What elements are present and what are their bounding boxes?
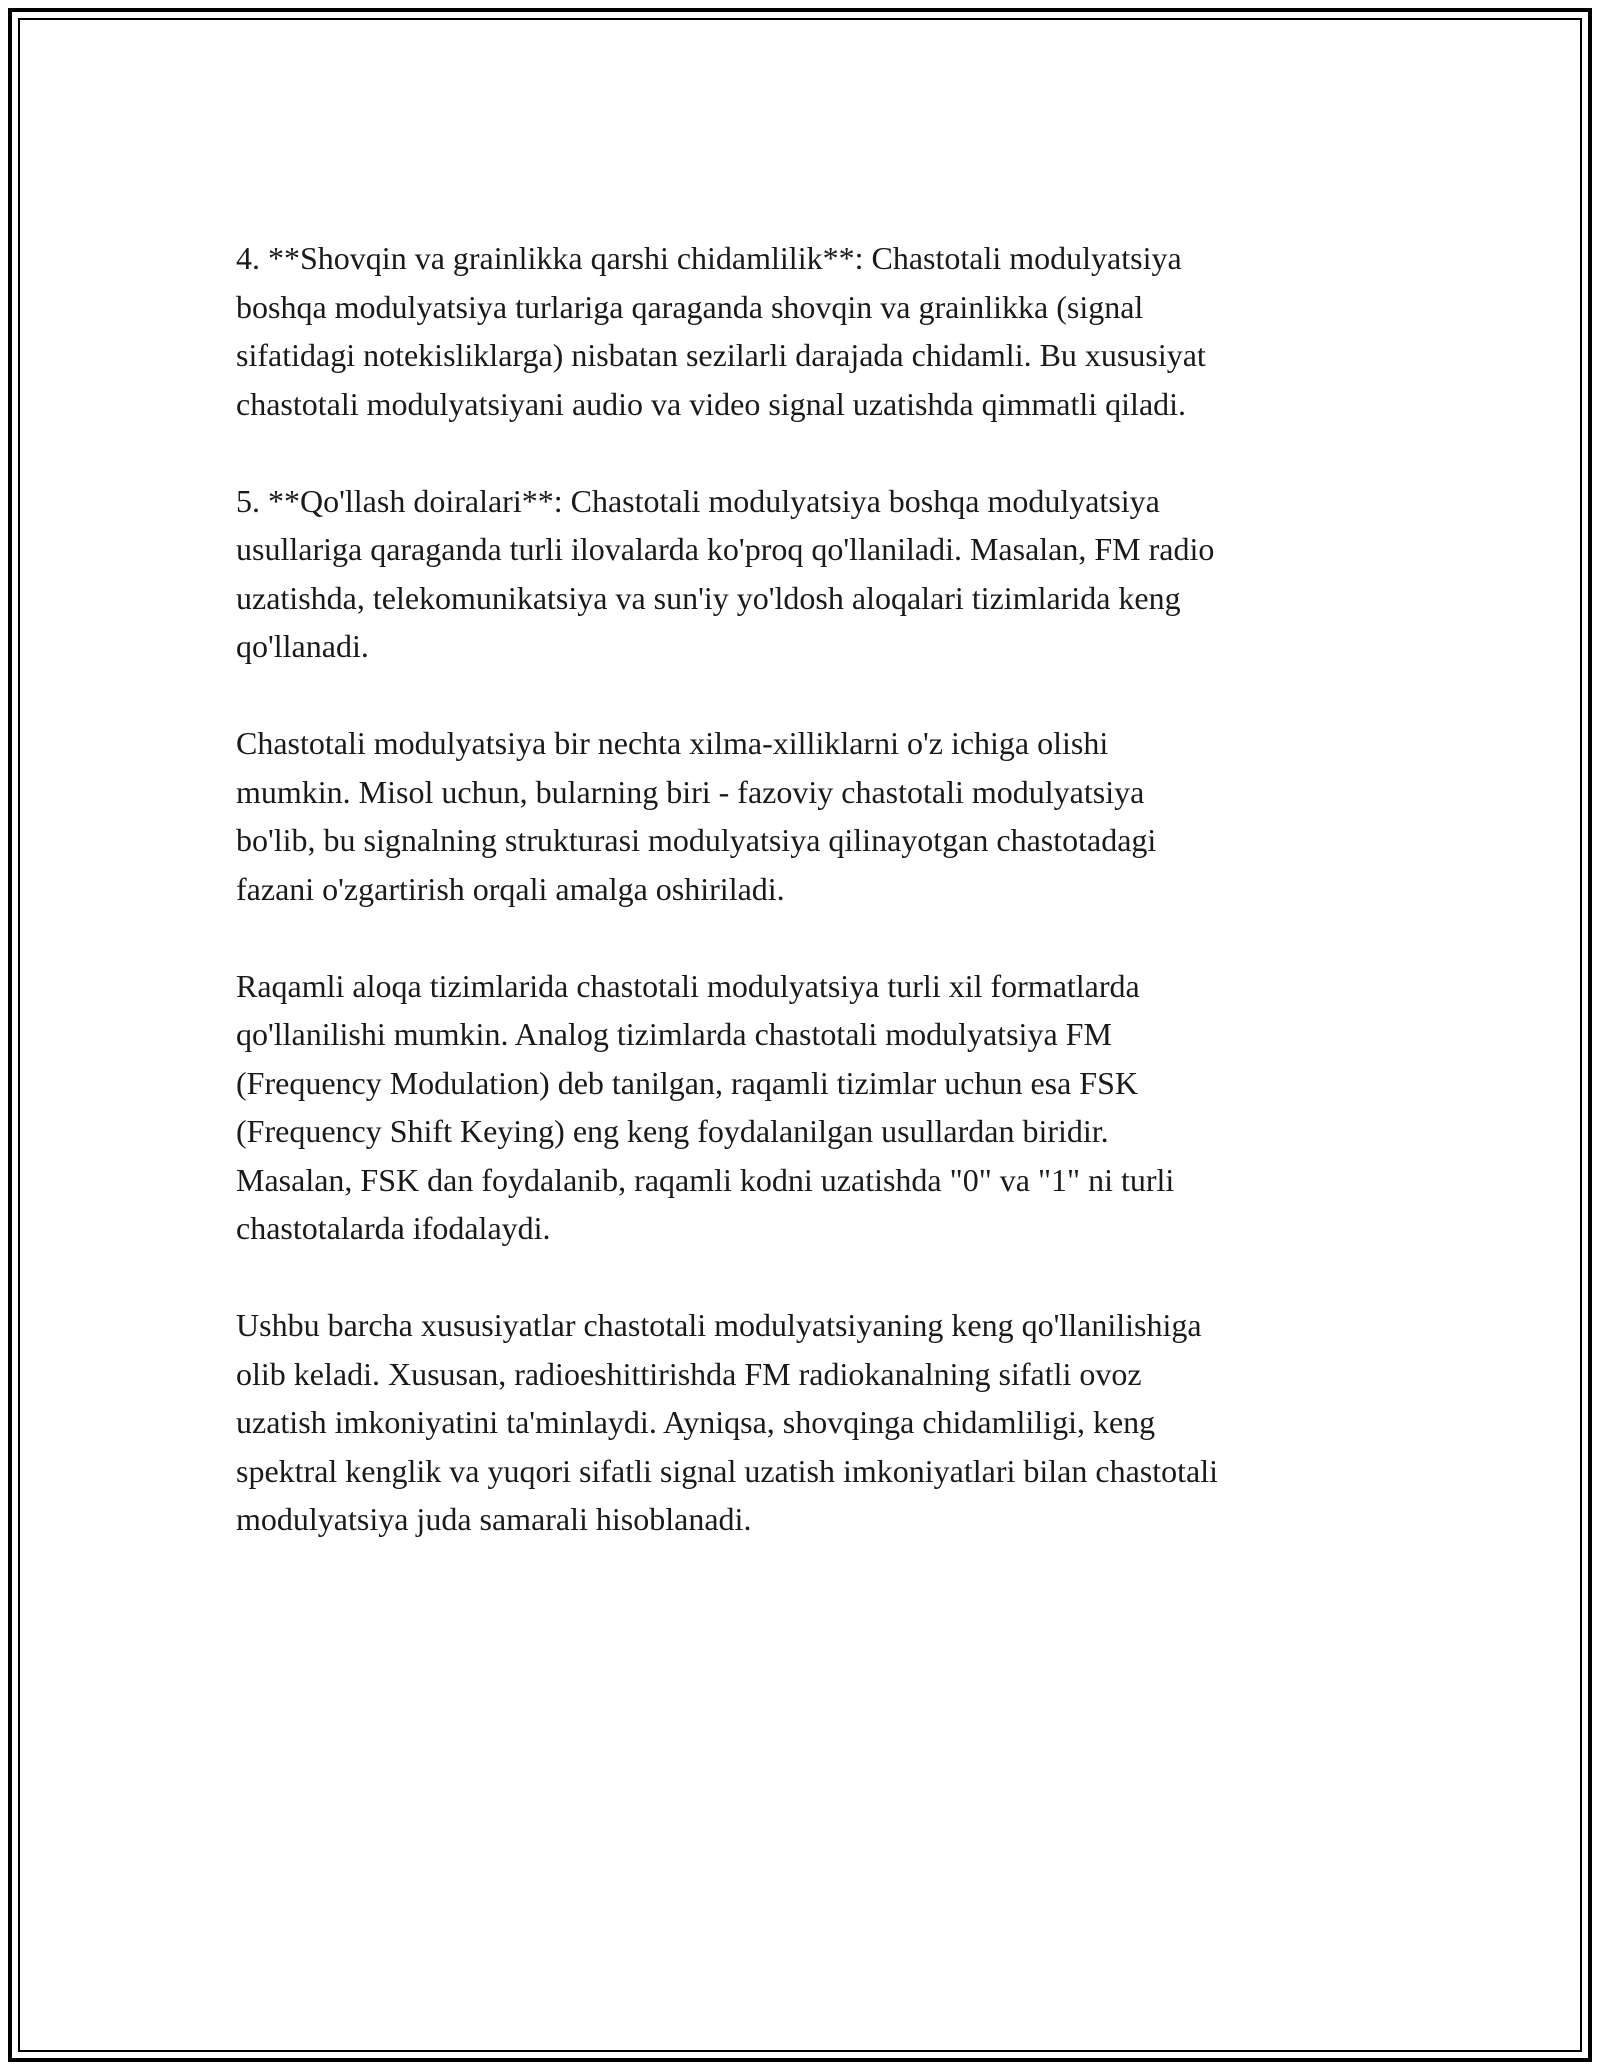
paragraph-digital-systems: Raqamli aloqa tizimlarida chastotali modulyatsiya turli xil formatlarda qo'llanilishi mumkin. Analog tizimlarda chastotali modulyatsiya FM (Frequency Modulation) deb tanilgan, raqamli tizimlar uchun esa FSK (Frequency Shift Keying) eng keng foydalanilgan usullardan biridir. Masalan, FSK dan foydalanib, raqamli kodni uzatishda "0" va "1" ni turli chastotalarda ifodalaydi. — [236, 967, 1175, 1246]
paragraph-variations: Chastotali modulyatsiya bir nechta xilma-xilliklarni o'z ichiga olishi mumkin. Misol uchun, bularning biri - fazoviy chastotali modulyatsiya bo'lib, bu signalning strukturasi modulyatsiya qilinayotgan chastotadagi fazani o'zgartirish orqali amalga oshiriladi. — [236, 725, 1157, 907]
document-body — [236, 234, 1366, 1592]
paragraph-application-areas: 5. **Qo'llash doiralari**: Chastotali modulyatsiya boshqa modulyatsiya usullariga qaraganda turli ilovalarda ko'proq qo'llaniladi. Masalan, FM radio uzatishda, telekomunikatsiya va sun'iy yo'ldosh aloqalari tizimlarida keng qo'llanadi. — [236, 482, 1215, 664]
paragraph-summary: Ushbu barcha xususiyatlar chastotali modulyatsiyaning keng qo'llanilishiga olib keladi. Xususan, radioeshittirishda FM radiokanalning sifatli ovoz uzatish imkoniyatini ta'minlaydi. Ayniqsa, shovqinga chidamliligi, keng spektral kenglik va yuqori sifatli signal uzatish imkoniyatlari bilan chastotali modulyatsiya juda samarali hisoblanadi. — [236, 1307, 1218, 1537]
paragraph-noise-resistance: 4. **Shovqin va grainlikka qarshi chidamlilik**: Chastotali modulyatsiya boshqa modulyatsiya turlariga qaraganda shovqin va grainlikka (signal sifatidagi notekisliklarga) nisbatan sezilarli darajada chidamli. Bu xususiyat chastotali modulyatsiyani audio va video signal uzatishda qimmatli qiladi. — [236, 240, 1206, 422]
